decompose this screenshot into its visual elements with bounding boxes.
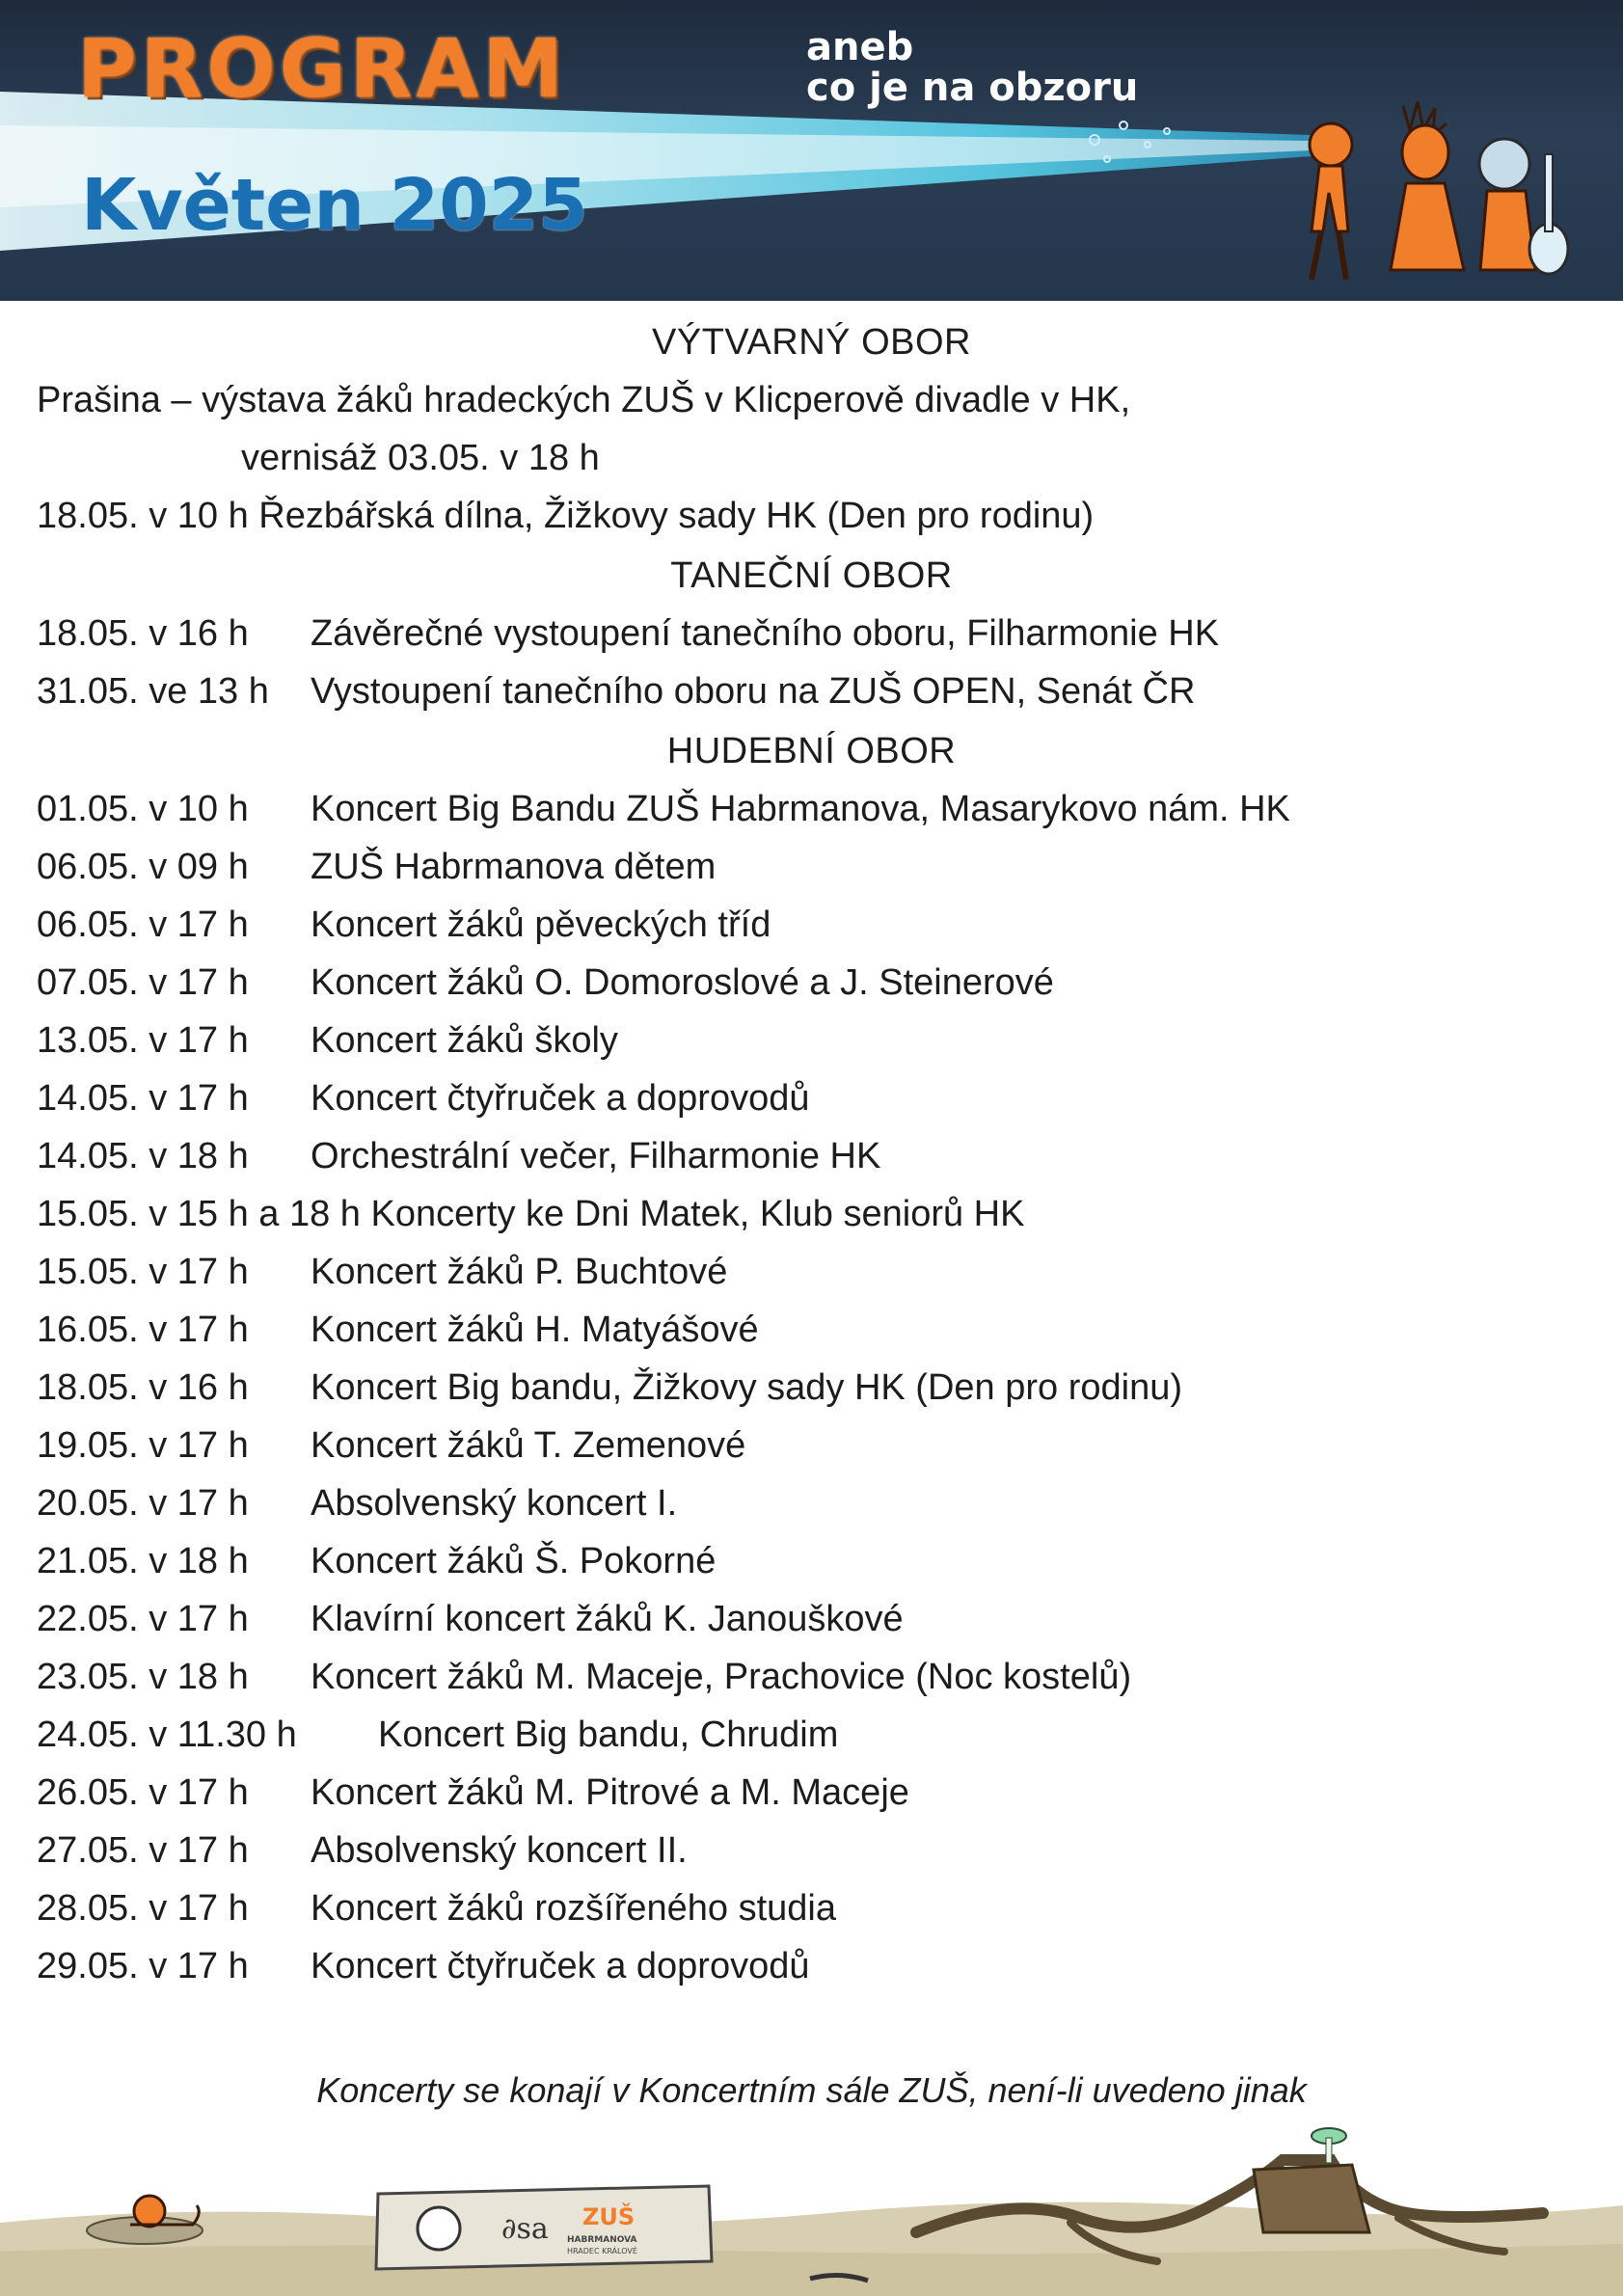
event-date: 13.05. v 17 h: [37, 1020, 249, 1061]
event-title: Absolvenský koncert I.: [311, 1483, 678, 1524]
event-date: 31.05. ve 13 h: [37, 671, 269, 712]
list-item: [37, 1423, 1599, 1468]
event-title: Koncert žáků H. Matyášové: [311, 1310, 759, 1350]
event-title: Koncert žáků pěveckých tříd: [311, 905, 771, 945]
event-title: Koncerty ke Dni Matek, Klub seniorů HK: [370, 1194, 1025, 1234]
list-item: [37, 611, 1599, 656]
event-date: 19.05. v 17 h: [37, 1425, 249, 1466]
footer-note: Koncerty se konají v Koncertním sále ZUŠ, není-li uvedeno jinak: [316, 2070, 1307, 2110]
list-item: [37, 669, 1599, 714]
event-date: 06.05. v 09 h: [37, 847, 249, 887]
landscape-illustration: [0, 2117, 1623, 2296]
ground-scene-icon: [0, 2117, 1623, 2296]
list-item: [37, 1076, 1599, 1121]
event-title: Absolvenský koncert II.: [311, 1830, 688, 1871]
list-item: [37, 845, 1599, 889]
list-item: [37, 1828, 1599, 1873]
list-item: [37, 1539, 1599, 1583]
blue-haired-figure-icon: [1479, 139, 1568, 274]
event-date: 14.05. v 18 h: [37, 1136, 249, 1176]
list-item: [37, 1481, 1599, 1526]
event-title: Vystoupení tanečního oboru na ZUŠ OPEN, Senát ČR: [311, 671, 1196, 712]
event-date: 07.05. v 17 h: [37, 962, 249, 1003]
list-item: [37, 1770, 1599, 1815]
event-title: Koncert žáků školy: [311, 1020, 618, 1061]
event-title: Koncert žáků M. Pitrové a M. Maceje: [311, 1772, 909, 1813]
music-clef-logo-icon: ∂sa: [501, 2212, 549, 2246]
section-heading-dance: TANEČNÍ OBOR: [670, 555, 953, 596]
event-date: 28.05. v 17 h: [37, 1888, 249, 1929]
event-date: 24.05. v 11.30 h: [37, 1715, 297, 1755]
section-heading-visual: VÝTVARNÝ OBOR: [652, 322, 971, 363]
list-item: [37, 787, 1599, 831]
event-title: Koncert čtyřruček a doprovodů: [311, 1946, 810, 1986]
event-date: 15.05. v 15 h a 18 h: [37, 1194, 361, 1234]
event-date: 01.05. v 10 h: [37, 789, 249, 829]
header-banner: [0, 0, 1623, 301]
event-title: Orchestrální večer, Filharmonie HK: [311, 1136, 881, 1176]
list-item: [37, 1713, 1599, 1757]
event-date: 23.05. v 18 h: [37, 1657, 249, 1697]
list-item: [37, 1886, 1599, 1931]
event-date: 27.05. v 17 h: [37, 1830, 249, 1871]
orange-figure-icon: [1310, 123, 1352, 280]
list-item: [37, 960, 1599, 1005]
event-date: 14.05. v 17 h: [37, 1078, 249, 1119]
section-heading-music: HUDEBNÍ OBOR: [666, 731, 957, 771]
list-item: [37, 1192, 1599, 1236]
event-title: Koncert žáků M. Maceje, Prachovice (Noc kostelů): [311, 1657, 1132, 1697]
event-title: Koncert čtyřruček a doprovodů: [311, 1078, 810, 1119]
event-date: 22.05. v 17 h: [37, 1599, 249, 1639]
event-date: 20.05. v 17 h: [37, 1483, 249, 1524]
event-title: Koncert Big bandu, Chrudim: [378, 1715, 839, 1755]
event-date: 06.05. v 17 h: [37, 905, 249, 945]
event-title: Závěrečné vystoupení tanečního oboru, Filharmonie HK: [311, 613, 1220, 654]
event-title: Koncert žáků T. Zemenové: [311, 1425, 746, 1466]
list-item: [37, 903, 1599, 947]
list-item: [37, 1250, 1599, 1294]
event-date: 18.05. v 16 h: [37, 1367, 249, 1408]
list-item: [37, 1308, 1599, 1352]
event-title: Koncert žáků Š. Pokorné: [311, 1541, 717, 1581]
event-date: 21.05. v 18 h: [37, 1541, 249, 1581]
list-item: [37, 1655, 1599, 1699]
list-item: [37, 1944, 1599, 1988]
list-item: [37, 1018, 1599, 1063]
exhibition-line: Prašina – výstava žáků hradeckých ZUŠ v Klicperově divadle v HK,: [37, 380, 1131, 420]
event-date: 15.05. v 17 h: [37, 1252, 249, 1292]
logo-board: [376, 2186, 712, 2269]
subtitle-line-2: co je na obzoru: [806, 66, 1139, 110]
zus-logo-text: ZUŠ: [582, 2203, 636, 2230]
event-title: Koncert žáků P. Buchtové: [311, 1252, 728, 1292]
event-title: Koncert Big bandu, Žižkovy sady HK (Den pro rodinu): [311, 1367, 1182, 1408]
event-title: Koncert Big Bandu ZUŠ Habrmanova, Masarykovo nám. HK: [311, 789, 1290, 829]
event-title: Koncert žáků O. Domoroslové a J. Steinerové: [311, 962, 1054, 1003]
event-title: Koncert žáků rozšířeného studia: [311, 1888, 836, 1929]
exhibition-vernissage: vernisáž 03.05. v 18 h: [241, 438, 600, 478]
event-date: 26.05. v 17 h: [37, 1772, 249, 1813]
list-item: [37, 1134, 1599, 1178]
list-item: [37, 1365, 1599, 1410]
month-title: Květen 2025: [81, 164, 588, 247]
event-title: ZUŠ Habrmanova dětem: [311, 847, 717, 887]
event-date: 18.05. v 10 h: [37, 496, 249, 536]
program-title: PROGRAM: [77, 21, 567, 116]
association-logo-icon: [418, 2207, 460, 2250]
cartoon-figures-illustration: [1283, 87, 1601, 289]
orange-girl-figure-icon: [1391, 101, 1464, 270]
list-item: [37, 1597, 1599, 1641]
zus-logo-name: HABRMANOVA: [567, 2235, 637, 2245]
event-date: 29.05. v 17 h: [37, 1946, 249, 1986]
event-title: Řezbářská dílna, Žižkovy sady HK (Den pro rodinu): [258, 496, 1095, 536]
event-date: 18.05. v 16 h: [37, 613, 249, 654]
zus-logo-city: HRADEC KRÁLOVÉ: [567, 2247, 637, 2255]
subtitle-line-1: aneb: [806, 25, 914, 69]
list-item: [37, 494, 1599, 538]
event-title: Klavírní koncert žáků K. Janouškové: [311, 1599, 904, 1639]
event-date: 16.05. v 17 h: [37, 1310, 249, 1350]
program-subtitle: [806, 27, 1138, 108]
